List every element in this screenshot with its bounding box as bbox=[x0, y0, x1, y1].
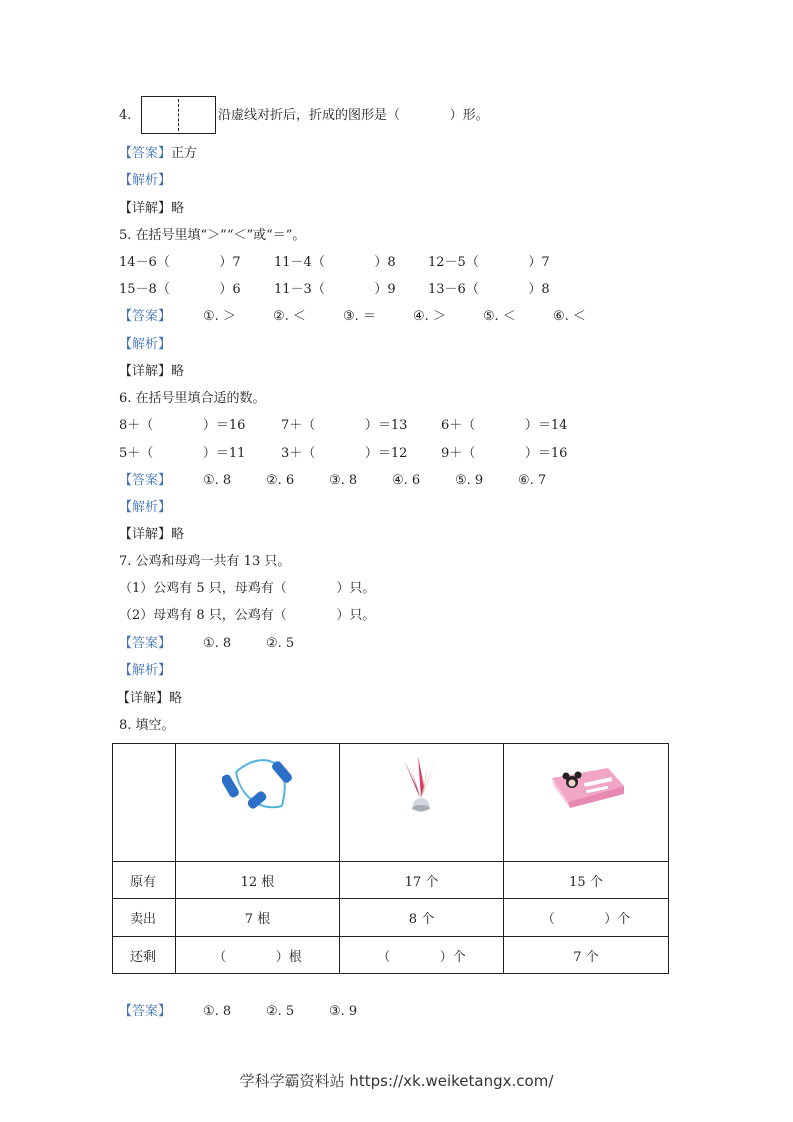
table-cell: 17 个 bbox=[340, 862, 504, 899]
q4-answer: 正方 bbox=[171, 146, 198, 161]
q5-row2-a: 15－8（ ）6 bbox=[119, 282, 241, 297]
q4-answer-line bbox=[119, 146, 197, 162]
q6-answer-4: ④. 6 bbox=[392, 473, 421, 488]
q6-title: 6. 在括号里填合适的数。 bbox=[119, 391, 266, 406]
q6-row2-a: 5＋（ ）＝11 bbox=[119, 446, 246, 461]
answer-tag: 【答案】 bbox=[119, 636, 172, 651]
q5-detail-line bbox=[119, 364, 184, 380]
q6-answer-3: ③. 8 bbox=[329, 473, 358, 488]
q6-answer-1: ①. 8 bbox=[203, 473, 232, 488]
table-cell: （ ）个 bbox=[340, 937, 504, 974]
q7-detail-line bbox=[117, 691, 182, 707]
table-cell-empty bbox=[113, 744, 176, 862]
q8-table bbox=[112, 743, 669, 974]
analysis-tag: 【解析】 bbox=[119, 337, 172, 352]
q8-title: 8. 填空。 bbox=[119, 718, 175, 733]
q6-detail-line bbox=[119, 527, 184, 543]
q6-answer-5: ⑤. 9 bbox=[455, 473, 484, 488]
q7-title: 7. 公鸡和母鸡一共有 13 只。 bbox=[119, 554, 291, 569]
table-row bbox=[113, 744, 669, 862]
q5-row2-b: 11－3（ ）9 bbox=[274, 282, 396, 297]
q7-answer-2: ②. 5 bbox=[266, 636, 295, 651]
table-cell: 7 根 bbox=[176, 899, 340, 937]
answer-tag: 【答案】 bbox=[119, 473, 172, 488]
fold-dashed-line bbox=[178, 99, 179, 131]
pencil-case-icon bbox=[548, 762, 628, 810]
analysis-tag: 【解析】 bbox=[119, 663, 172, 678]
q5-answer-6: ⑥. ＜ bbox=[553, 309, 586, 324]
q6-row2-c: 9＋（ ）＝16 bbox=[441, 446, 568, 461]
q8-answer-2: ②. 5 bbox=[266, 1004, 295, 1019]
shuttlecock-icon bbox=[396, 756, 446, 814]
table-cell-pencil-case bbox=[504, 744, 669, 862]
fold-rectangle bbox=[141, 96, 216, 134]
q5-answer-3: ③. ＝ bbox=[343, 309, 376, 324]
q5-row2-c: 13－6（ ）8 bbox=[428, 282, 550, 297]
q5-title: 5. 在括号里填“＞”“＜”或“＝”。 bbox=[119, 228, 306, 243]
table-cell: 8 个 bbox=[340, 899, 504, 937]
detail-tag: 【详解】 bbox=[119, 527, 172, 542]
table-cell: 15 个 bbox=[504, 862, 669, 899]
table-row bbox=[113, 862, 669, 899]
q4-detail-line bbox=[119, 201, 184, 217]
q5-answer-2: ②. ＜ bbox=[273, 309, 306, 324]
q6-row1-b: 7＋（ ）＝13 bbox=[281, 418, 408, 433]
table-cell: （ ）根 bbox=[176, 937, 340, 974]
q7-answer-1: ①. 8 bbox=[203, 636, 232, 651]
page-footer: 学科学霸资料站 https://xk.weiketangx.com/ bbox=[239, 1072, 554, 1090]
q5-row1-b: 11－4（ ）8 bbox=[274, 255, 396, 270]
table-row bbox=[113, 937, 669, 974]
table-cell: 7 个 bbox=[504, 937, 669, 974]
q5-answer-5: ⑤. ＜ bbox=[483, 309, 516, 324]
q6-detail: 略 bbox=[171, 527, 185, 542]
answer-tag: 【答案】 bbox=[119, 1004, 172, 1019]
q6-row1-a: 8＋（ ）＝16 bbox=[119, 418, 246, 433]
analysis-tag: 【解析】 bbox=[119, 500, 172, 515]
table-cell: （ ）个 bbox=[504, 899, 669, 937]
answer-tag: 【答案】 bbox=[119, 309, 172, 324]
row-head-left: 还剩 bbox=[113, 937, 176, 974]
q6-answer-2: ②. 6 bbox=[266, 473, 295, 488]
q6-row1-c: 6＋（ ）＝14 bbox=[441, 418, 568, 433]
q4-detail: 略 bbox=[171, 201, 185, 216]
table-cell: 12 根 bbox=[176, 862, 340, 899]
q7-sub2: （2）母鸡有 8 只，公鸡有（ ）只。 bbox=[119, 608, 376, 623]
table-cell-shuttlecock bbox=[340, 744, 504, 862]
q4-text: 沿虚线对折后，折成的图形是（ ）形。 bbox=[218, 108, 489, 123]
q5-answer-4: ④. ＞ bbox=[413, 309, 446, 324]
q6-row2-b: 3＋（ ）＝12 bbox=[281, 446, 408, 461]
detail-tag: 【详解】 bbox=[119, 201, 172, 216]
detail-tag: 【详解】 bbox=[117, 691, 170, 706]
q6-answer-6: ⑥. 7 bbox=[518, 473, 547, 488]
detail-tag: 【详解】 bbox=[119, 364, 172, 379]
jump-rope-icon bbox=[222, 756, 296, 814]
q5-row1-a: 14－6（ ）7 bbox=[119, 255, 241, 270]
row-head-sold: 卖出 bbox=[113, 899, 176, 937]
analysis-tag: 【解析】 bbox=[119, 173, 172, 188]
q5-answer-1: ①. ＞ bbox=[203, 309, 236, 324]
answer-tag: 【答案】 bbox=[119, 146, 172, 161]
q5-detail: 略 bbox=[171, 364, 185, 379]
q8-answer-3: ③. 9 bbox=[329, 1004, 358, 1019]
q8-answer-1: ①. 8 bbox=[203, 1004, 232, 1019]
q5-row1-c: 12－5（ ）7 bbox=[428, 255, 550, 270]
row-head-original: 原有 bbox=[113, 862, 176, 899]
table-row bbox=[113, 899, 669, 937]
q7-sub1: （1）公鸡有 5 只，母鸡有（ ）只。 bbox=[119, 581, 376, 596]
q7-detail: 略 bbox=[169, 691, 183, 706]
q4-number: 4. bbox=[119, 108, 132, 123]
table-cell-jump-rope bbox=[176, 744, 340, 862]
